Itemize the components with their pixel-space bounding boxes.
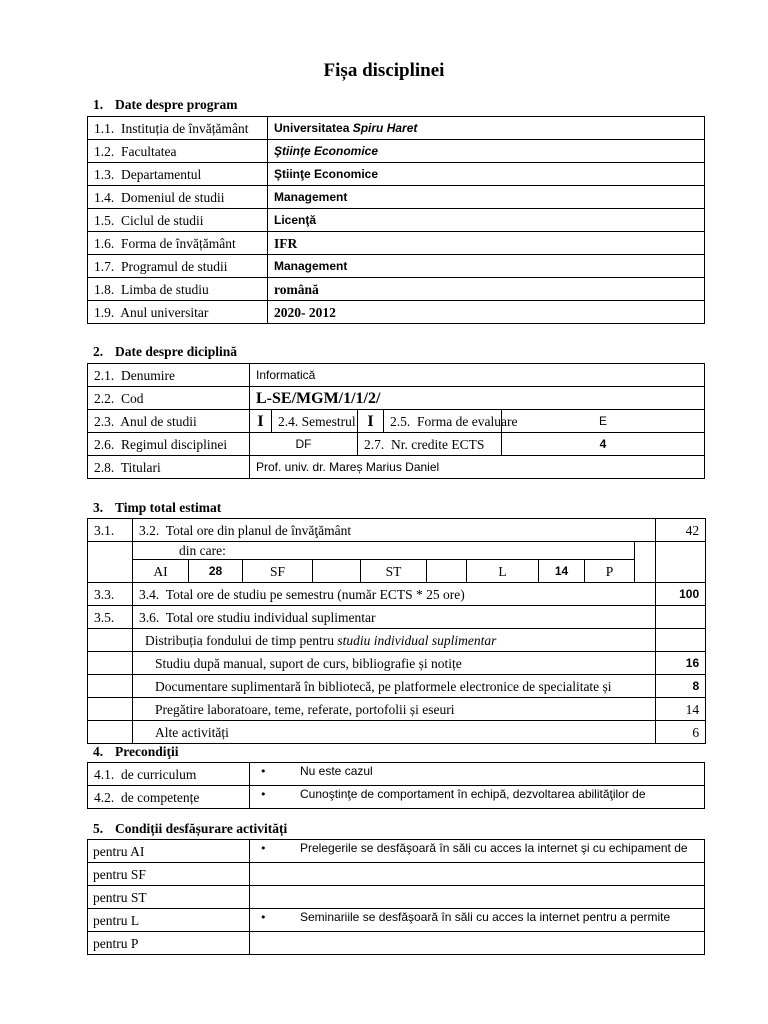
table-row: 1.4. Domeniul de studii Management	[88, 186, 705, 209]
conditions-table	[87, 839, 705, 955]
preconditions-table	[87, 762, 705, 809]
section-2-heading: 2. Date despre diciplină	[93, 344, 238, 359]
table-row: 2.2. Cod L-SE/MGM/1/1/2/	[88, 387, 705, 410]
table-row: 3.3. 3.4. Total ore de studiu pe semestru (număr ECTS * 25 ore) 100	[88, 583, 706, 606]
table-row: 2.6. Regimul disciplinei DF 2.7. Nr. credite ECTS 4	[88, 433, 705, 456]
table-row: din care:	[88, 542, 706, 560]
table-row: 1.3. Departamentul Ştiinţe Economice	[88, 163, 705, 186]
table-row: 3.5. 3.6. Total ore studiu individual suplimentar	[88, 606, 706, 629]
table-row: 1.2. Facultatea Ştiinţe Economice	[88, 140, 705, 163]
table-row: 2.8. Titulari Prof. univ. dr. Mareș Marius Daniel	[88, 456, 705, 479]
table-row: Studiu după manual, suport de curs, bibliografie și notițe 16	[88, 652, 706, 675]
table-row: 2.1. Denumire Informatică	[88, 364, 705, 387]
table-row: 2.3. Anul de studii I 2.4. Semestrul I 2.5. Forma de evaluare E	[88, 410, 705, 433]
table-row: 1.5. Ciclul de studii Licenţă	[88, 209, 705, 232]
discipline-table	[87, 363, 705, 479]
table-row: Alte activități 6	[88, 721, 706, 744]
program-table	[87, 116, 705, 324]
table-row: 1.7. Programul de studii Management	[88, 255, 705, 278]
table-row: pentru L • Seminariile se desfăşoară în săli cu acces la internet pentru a permite	[88, 909, 705, 932]
table-row: 1.1. Instituția de învățământ Universitatea Spiru Haret	[88, 117, 705, 140]
table-row: pentru ST	[88, 886, 705, 909]
table-row: pentru P	[88, 932, 705, 955]
section-1-heading: 1. Date despre program	[93, 97, 238, 112]
table-row: 1.6. Forma de învățământ IFR	[88, 232, 705, 255]
table-row: pentru AI • Prelegerile se desfăşoară în săli cu acces la internet şi cu echipament de	[88, 840, 705, 863]
table-row: 1.8. Limba de studiu română	[88, 278, 705, 301]
section-5-heading: 5. Condiții desfășurare activități	[93, 821, 288, 836]
time-table	[87, 518, 706, 744]
table-row: 4.2. de competențe • Cunoştinţe de comportament în echipă, dezvoltarea abilităţilor de	[88, 786, 705, 809]
bullet-icon: •	[260, 842, 267, 855]
table-row: pentru SF	[88, 863, 705, 886]
table-row: Pregătire laboratoare, teme, referate, portofolii și eseuri 14	[88, 698, 706, 721]
table-row: AI 28 SF ST L 14 P	[88, 560, 706, 583]
table-row: 4.1. de curriculum • Nu este cazul	[88, 763, 705, 786]
section-4-heading: 4. Precondiţii	[93, 744, 179, 759]
bullet-icon: •	[260, 911, 267, 924]
bullet-icon: •	[260, 765, 267, 778]
section-3-heading: 3. Timp total estimat	[93, 500, 222, 515]
table-row: Documentare suplimentară în bibliotecă, pe platformele electronice de specialitate și 8	[88, 675, 706, 698]
table-row: 1.9. Anul universitar 2020- 2012	[88, 301, 705, 324]
table-row: 3.1. 3.2. Total ore din planul de învăţământ 42	[88, 519, 706, 542]
bullet-icon: •	[260, 788, 267, 801]
table-row: Distribuția fondului de timp pentru studiu individual suplimentar	[88, 629, 706, 652]
page-title: Fișa disciplinei	[323, 60, 445, 81]
